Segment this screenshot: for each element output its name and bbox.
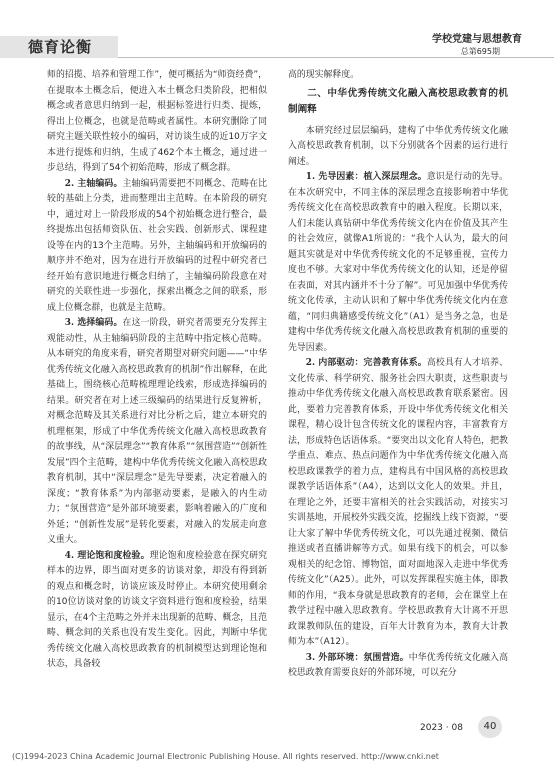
paragraph-lead: 3. 外部环境：氛围营造。 bbox=[305, 652, 409, 663]
header-rule bbox=[118, 57, 554, 58]
section-label: 德育论衡 bbox=[28, 38, 93, 56]
paragraph-lead: 2. 内部驱动：完善教育体系。 bbox=[305, 358, 427, 368]
magazine-title: 学校党建与思想教育 bbox=[432, 34, 522, 45]
paragraph bbox=[47, 177, 267, 317]
paragraph: 高的现实解释度。 bbox=[288, 70, 359, 80]
paragraph bbox=[288, 170, 508, 356]
issue-number: 总第695期 bbox=[460, 47, 500, 56]
paragraph-text: 师的招揽、培养和管理工作”，便可概括为“师资经费”，在提取本土概念后，便进入本土概念归类阶段，把相似概念或者意思归纳到一起，根据标签进行归类、提炼，得出上位概念，也就是范畴或者属性。本研究删除了同研究主题关联性较小的编码，对访谈生成的近10万字文本进行提炼和归纳，生成了462个本土概念，通过进一步总结，得到了54个初始范畴，形成了概念群。 bbox=[47, 70, 267, 173]
paragraph bbox=[288, 651, 508, 682]
paragraph-lead: 3. 选择编码。 bbox=[64, 318, 123, 328]
paragraph-lead: 1. 先导因素：植入深层理念。 bbox=[305, 172, 427, 182]
copyright-notice: (C)1994-2023 China Academic Journal Electronic Publishing House. All rights reserved. http://www.cnki.net bbox=[12, 752, 439, 761]
paragraph-lead: 4. 理论饱和度检验。 bbox=[64, 550, 150, 561]
paragraph-text: 在这一阶段，研究者需要充分发挥主观能动性，从主轴编码阶段的主范畴中指定核心范畴。从本研究的角度来看，研究者期望对研究问题——“中华优秀传统文化融入高校思政教育的机制”作出解释，在此基础上，围绕核心范畴梳理理论线索，形成选择编码的结果。研究者在对上述三级编码的结果进行反复辨析，对概念范畴及其关系进行对比分析之后，建立本研究的机理框架，形成了中华优秀传统文化融入高校思政教育的故事线，从“深层理念”“教育体系”“氛围营造”“创新性发展”四个主范畴，建构中华优秀传统文化融入高校思政教育机制，其中“深层理念”是先导要素，决定着融入的深度；“教育体系”为内部驱动要素，是融入的内生动力；“氛围营造”是外部环境要素，影响着融入的广度和外延；“创新性发展”是转化要素，对融入的发展走向意义重大。 bbox=[47, 318, 268, 545]
paragraph bbox=[47, 68, 267, 177]
section-heading: 二、中华优秀传统文化融入高校思政教育的机制阐释 bbox=[288, 87, 508, 115]
paragraph-text: 理论饱和度检验意在探究研究样本的边界，即当面对更多的访谈对象，却没有得到新的观点和概念时，访谈应该及时停止。本研究使用剩余的10位访谈对象的访谈文字资料进行饱和度检验，结果显示，在4个主范畴之外并未出现新的范畴、概念，且范畴、概念间的关系也没有发生变化。因此，判断中华优秀传统文化融入高校思政教育的机制模型达到理论饱和状态，具备较 bbox=[47, 550, 267, 669]
paragraph-text: 意识是行动的先导。在本次研究中，不同主体的深层理念直接影响着中华优秀传统文化在高校思政教育中的融入程度。长期以来，人们未能认真钻研中华优秀传统文化内在价值及其产生的社会效应，就像A1所说的：“我个人认为，最大的问题其实就是对中华优秀传统文化的不足够重视，宣传力度也不够。大家对中华优秀传统文化的认知，还是停留在表面，对其内涵并不十分了解”。可见加强中华优秀传统文化传承，主动认识和了解中华优秀传统文化内在意蕴，“同归典籍感受传统文化”（A1）是当务之急，也是建构中华优秀传统文化融入高校思政教育机制的重要的先导因素。 bbox=[288, 172, 509, 353]
issue-date: 2023 · 08 bbox=[420, 723, 463, 733]
paragraph-text: 高校具有人才培养、文化传承、科学研究、服务社会四大职责，这些职责与推动中华优秀传统文化融入高校思政教育联系紧密。因此，要着力完善教育体系，开设中华优秀传统文化相关课程，精心设计包含传统文化的课程内容，丰富教育方法，形成特色话语体系。“要突出以文化育人特色，把教学重点、难点、热点问题作为中华优秀传统文化融入高校思政课教学的着力点，建构具有中国风格的高校思政课教学话语体系”（A4），达到以文化人的效果。并且，在理论之外，还要丰富相关的社会实践活动，对接实习实训基地，开展校外实践交流，挖掘线上线下资源，“要让大家了解中华优秀传统文化，可以先通过视频、微信推送或者直播讲解等方式。如果有线下的机会，可以参观相关的纪念馆、博物馆，面对面地深入走进中华优秀传统文化”（A25）。此外，可以发挥课程实施主体，即教师的作用，“我本身就是思政教育的老师，会在课堂上在教学过程中融入思政教育。学校思政教育大计离不开思政课教师队伍的建设，百年大计教育为本，教育大计教师为本”（A12）。 bbox=[288, 358, 509, 647]
paragraph-text: 中华优秀传统文化融入高校思政教育需要良好的外部环境，可以充分 bbox=[288, 652, 508, 678]
section-tab bbox=[0, 36, 118, 58]
page-header bbox=[0, 0, 554, 58]
paragraph bbox=[288, 356, 508, 651]
right-column bbox=[288, 68, 508, 682]
paragraph bbox=[47, 316, 267, 549]
paragraph-lead: 2. 主轴编码。 bbox=[64, 178, 123, 189]
paragraph-text: 本研究经过层层编码，建构了中华优秀传统文化融入高校思政教育机制，以下分别就各个因素的运行进行阐述。 bbox=[288, 125, 508, 167]
left-column bbox=[47, 68, 267, 673]
page-number: 40 bbox=[478, 716, 502, 738]
paragraph bbox=[47, 549, 267, 673]
paragraph-text: 主轴编码需要把不同概念、范畴在比较的基础上分类，进而整理出主范畴。在本阶段的研究中，通过对上一阶段形成的54个初始概念进行整合，最终提炼出包括师资队伍、社会实践、创新形式、课程建设等在内的13个主范畴。另外，主轴编码和开放编码的顺序并不绝对，因为在进行开放编码的过程中研究者已经开始有意识地进行概念归纳了，主轴编码阶段意在对研究的关联性进一步强化，探索出概念之间的联系，形成上位概念群，也就是主范畴。 bbox=[47, 178, 268, 313]
paragraph bbox=[288, 124, 508, 171]
